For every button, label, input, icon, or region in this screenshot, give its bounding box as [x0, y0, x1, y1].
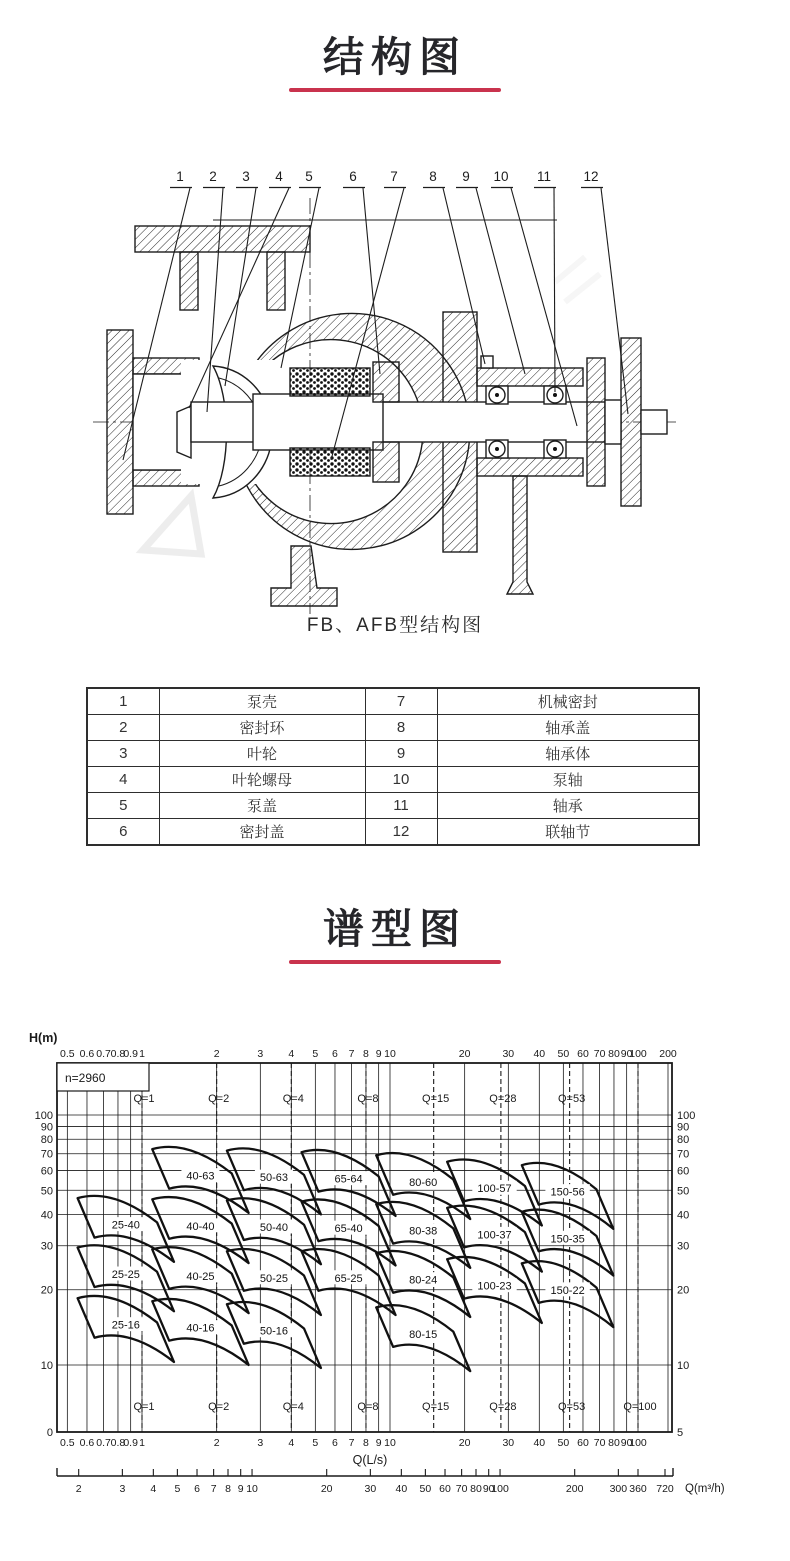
part-number-cell: 6 [87, 819, 159, 846]
bearing-housing-bottom [477, 458, 583, 476]
x-tick-bottom: 20 [458, 1437, 471, 1449]
y-tick-right: 70 [677, 1148, 690, 1161]
pump-structure-drawing [85, 162, 705, 632]
section-title-typechart: 谱型图 [323, 906, 467, 952]
x-tick-top: 1 [139, 1048, 145, 1060]
x-tick-bottom: 50 [557, 1437, 570, 1449]
x2-axis-title: Q(m³/h) [685, 1483, 725, 1495]
x2-tick-label: 90 [482, 1483, 495, 1495]
part-name-cell: 泵轴 [437, 767, 699, 793]
part-number-cell: 7 [365, 688, 437, 715]
x-tick-top: 0.5 [60, 1048, 75, 1060]
pump-selection-chart [25, 1018, 770, 1518]
table-row [87, 741, 699, 767]
part-name-cell: 联轴节 [437, 819, 699, 846]
x-tick-bottom: 0.9 [123, 1437, 138, 1449]
q-label-top: Q=15 [422, 1093, 450, 1105]
leader-line [476, 188, 525, 374]
x2-tick-label: 100 [491, 1483, 509, 1495]
x-tick-bottom: 100 [629, 1437, 647, 1449]
x-tick-top: 10 [384, 1048, 396, 1060]
x-tick-bottom: 30 [502, 1437, 515, 1449]
x-tick-top: 100 [629, 1048, 647, 1060]
x2-tick-label: 8 [225, 1483, 231, 1495]
x-axis-title: Q(L/s) [352, 1453, 388, 1467]
x-tick-top: 60 [577, 1048, 589, 1060]
pump-region-label: 80-60 [409, 1176, 438, 1189]
q-label-top: Q=53 [558, 1093, 586, 1105]
y-tick-right: 50 [677, 1185, 690, 1198]
x2-tick-label: 20 [320, 1483, 333, 1495]
table-row [87, 819, 699, 846]
part-number-cell: 2 [87, 715, 159, 741]
pump-region-label: 50-63 [259, 1172, 288, 1185]
y-tick-left: 50 [40, 1185, 53, 1198]
x-tick-bottom: 6 [332, 1437, 338, 1449]
pump-region-label: 80-15 [409, 1328, 438, 1341]
part-number-cell: 4 [87, 767, 159, 793]
x-tick-top: 0.7 [96, 1048, 111, 1060]
discharge-flange [135, 226, 310, 252]
accent-underline [289, 88, 501, 92]
x-tick-bottom: 9 [375, 1437, 382, 1449]
part-number-cell: 12 [365, 819, 437, 846]
x2-tick-label: 40 [395, 1483, 408, 1495]
x-tick-top: 40 [533, 1048, 546, 1060]
leader-number: 10 [493, 169, 509, 184]
pump-region-label: 50-40 [259, 1221, 288, 1234]
x-tick-top: 80 [608, 1048, 620, 1060]
y-tick-left: 80 [40, 1134, 53, 1147]
part-name-cell: 轴承体 [437, 741, 699, 767]
leader-line [554, 188, 555, 392]
q-label-top: Q=28 [489, 1093, 517, 1105]
x-tick-top: 8 [363, 1048, 369, 1060]
leader-number: 2 [209, 169, 217, 184]
y-tick-right: 30 [677, 1240, 690, 1253]
leader-number: 9 [462, 169, 470, 184]
part-name-cell: 泵壳 [159, 688, 365, 715]
part-number-cell: 11 [365, 793, 437, 819]
part-name-cell: 叶轮螺母 [159, 767, 365, 793]
shaft-stub [641, 410, 667, 434]
x-tick-bottom: 90 [620, 1437, 633, 1449]
pump-region-label: 65-40 [334, 1223, 363, 1236]
x2-tick-label: 720 [656, 1483, 674, 1495]
q-label-top: Q=8 [357, 1093, 379, 1105]
pump-region-label: 40-63 [186, 1170, 215, 1183]
table-row [87, 715, 699, 741]
part-number-cell: 9 [365, 741, 437, 767]
seal-packing-lower [290, 448, 370, 476]
leader-number: 4 [275, 169, 283, 184]
x-tick-top: 9 [375, 1048, 382, 1060]
q-label-bottom: Q=15 [422, 1401, 450, 1413]
pump-region-label: 50-25 [259, 1272, 288, 1285]
x2-tick-label: 50 [419, 1483, 432, 1495]
pump-region-label: 100-23 [477, 1280, 512, 1293]
bearing-housing-top [477, 368, 583, 386]
x-tick-top: 2 [213, 1048, 220, 1060]
leader-number: 1 [176, 169, 184, 184]
y-tick-right: 10 [677, 1360, 690, 1372]
q-label-bottom: Q=100 [623, 1401, 657, 1413]
x-tick-bottom: 0.7 [96, 1437, 111, 1449]
table-row [87, 767, 699, 793]
x-tick-top: 20 [458, 1048, 471, 1060]
x-tick-bottom: 4 [288, 1437, 295, 1449]
y-right-bottom-label: 5 [677, 1427, 684, 1439]
x-tick-top: 4 [288, 1048, 295, 1060]
q-label-top: Q=4 [282, 1093, 304, 1105]
x-tick-bottom: 0.8 [110, 1437, 126, 1449]
x2-tick-label: 360 [629, 1483, 647, 1495]
leader-number: 8 [429, 169, 437, 184]
q-label-bottom: Q=53 [558, 1401, 586, 1413]
part-name-cell: 机械密封 [437, 688, 699, 715]
q-label-top: Q=1 [133, 1093, 155, 1105]
y-tick-right: 60 [677, 1165, 690, 1178]
q-label-top: Q=2 [208, 1093, 230, 1105]
x-tick-top: 3 [257, 1048, 264, 1060]
q-label-bottom: Q=8 [357, 1401, 379, 1413]
leader-line [225, 188, 256, 386]
y-tick-left: 10 [40, 1360, 53, 1372]
pump-region-label: 40-16 [186, 1322, 215, 1335]
x-tick-top: 0.9 [123, 1048, 138, 1060]
q-label-bottom: Q=1 [133, 1401, 155, 1413]
x-tick-top: 0.8 [110, 1048, 126, 1060]
part-number-cell: 5 [87, 793, 159, 819]
q-label-bottom: Q=4 [282, 1401, 304, 1413]
q-label-bottom: Q=28 [489, 1401, 517, 1413]
y-tick-left: 90 [40, 1121, 53, 1134]
pump-region-label: 25-16 [111, 1319, 140, 1332]
y-tick-left: 70 [40, 1148, 53, 1161]
x2-tick-label: 3 [119, 1483, 126, 1495]
part-number-cell: 3 [87, 741, 159, 767]
x-tick-top: 30 [502, 1048, 515, 1060]
x-tick-bottom: 60 [577, 1437, 589, 1449]
coupling-plate-2 [621, 338, 641, 506]
part-name-cell: 轴承盖 [437, 715, 699, 741]
y-tick-right: 40 [677, 1209, 690, 1222]
y-tick-left: 30 [40, 1240, 53, 1253]
x2-tick-label: 60 [439, 1483, 451, 1495]
x-tick-bottom: 40 [533, 1437, 546, 1449]
seal-gland-lower [373, 442, 399, 482]
x2-tick-label: 5 [174, 1483, 181, 1495]
x-tick-bottom: 0.5 [60, 1437, 75, 1449]
part-number-cell: 10 [365, 767, 437, 793]
x2-tick-label: 10 [246, 1483, 258, 1495]
x-tick-bottom: 3 [257, 1437, 264, 1449]
part-name-cell: 轴承 [437, 793, 699, 819]
y-tick-right: 90 [677, 1121, 690, 1134]
pump-region-label: 150-22 [550, 1284, 585, 1297]
pump-region-label: 65-25 [334, 1272, 363, 1285]
pump-region-label: 40-40 [186, 1220, 215, 1233]
pump-region-label: 50-16 [259, 1325, 288, 1338]
leader-number: 12 [583, 169, 599, 184]
table-row [87, 688, 699, 715]
x-tick-bottom: 1 [139, 1437, 145, 1449]
seal-packing-upper [290, 368, 370, 396]
x-tick-top: 70 [593, 1048, 606, 1060]
section-title-structure: 结构图 [323, 34, 467, 80]
pump-region-label: 150-35 [550, 1233, 585, 1246]
x2-tick-label: 80 [470, 1483, 482, 1495]
part-name-cell: 密封盖 [159, 819, 365, 846]
impeller-nut [177, 406, 191, 458]
part-name-cell: 叶轮 [159, 741, 365, 767]
y-tick-left: 60 [40, 1165, 53, 1178]
x2-tick-label: 9 [237, 1483, 244, 1495]
x2-tick-label: 30 [364, 1483, 377, 1495]
y-tick-left: 20 [40, 1284, 53, 1297]
part-name-cell: 密封环 [159, 715, 365, 741]
pump-region-label: 80-24 [409, 1274, 438, 1287]
x2-tick-label: 6 [194, 1483, 200, 1495]
x-tick-top: 6 [332, 1048, 338, 1060]
diagram-caption: FB、AFB型结构图 [306, 615, 484, 636]
pump-region-label: 25-25 [111, 1269, 140, 1282]
coupling-plate-1 [587, 358, 605, 486]
x-tick-top: 5 [312, 1048, 319, 1060]
x-tick-top: 7 [348, 1048, 355, 1060]
pump-region-label: 150-56 [550, 1186, 585, 1199]
x2-tick-label: 300 [609, 1483, 628, 1495]
casing-foot [271, 546, 337, 606]
leader-number: 6 [349, 169, 357, 184]
x2-tick-label: 200 [565, 1483, 584, 1495]
pump-region-label: 40-25 [186, 1270, 215, 1283]
y-tick-right: 100 [677, 1110, 696, 1122]
leader-number: 5 [305, 169, 313, 184]
y-tick-right: 80 [677, 1134, 690, 1147]
x-tick-top: 50 [557, 1048, 570, 1060]
x-tick-top: 200 [659, 1048, 677, 1060]
x-tick-bottom: 5 [312, 1437, 319, 1449]
y-axis-title: H(m) [29, 1031, 58, 1045]
parts-table [86, 687, 700, 846]
pump-region-label: 100-57 [477, 1183, 512, 1196]
pump-region-label: 80-38 [409, 1225, 438, 1238]
y-tick-left: 100 [34, 1110, 53, 1122]
x-tick-bottom: 8 [363, 1437, 369, 1449]
accent-underline [289, 960, 501, 964]
x2-tick-label: 7 [210, 1483, 217, 1495]
x-tick-bottom: 7 [348, 1437, 355, 1449]
speed-label: n=2960 [65, 1071, 106, 1085]
seal-gland-upper [373, 362, 399, 402]
table-row [87, 793, 699, 819]
x-tick-bottom: 70 [593, 1437, 606, 1449]
y-origin-label: 0 [46, 1427, 53, 1439]
pump-region-label: 65-64 [334, 1173, 363, 1186]
suction-flange [107, 330, 133, 514]
x-tick-top: 90 [620, 1048, 633, 1060]
leader-number: 7 [390, 169, 398, 184]
x-tick-bottom: 10 [384, 1437, 396, 1449]
y-tick-right: 20 [677, 1284, 690, 1297]
part-name-cell: 泵盖 [159, 793, 365, 819]
x-tick-bottom: 2 [213, 1437, 220, 1449]
x2-tick-label: 70 [455, 1483, 468, 1495]
x-tick-bottom: 0.6 [79, 1437, 95, 1449]
housing-leg [507, 476, 533, 594]
x2-tick-label: 2 [75, 1483, 82, 1495]
leader-number: 3 [242, 169, 250, 184]
leader-number: 11 [536, 169, 552, 184]
part-number-cell: 1 [87, 688, 159, 715]
pump-region-label: 100-37 [477, 1229, 512, 1242]
y-tick-left: 40 [40, 1209, 53, 1222]
q-label-bottom: Q=2 [208, 1401, 230, 1413]
part-number-cell: 8 [365, 715, 437, 741]
x-tick-bottom: 80 [608, 1437, 620, 1449]
pump-region-label: 25-40 [111, 1219, 140, 1232]
x-tick-top: 0.6 [79, 1048, 95, 1060]
plot-box [57, 1063, 672, 1432]
x2-tick-label: 4 [150, 1483, 157, 1495]
